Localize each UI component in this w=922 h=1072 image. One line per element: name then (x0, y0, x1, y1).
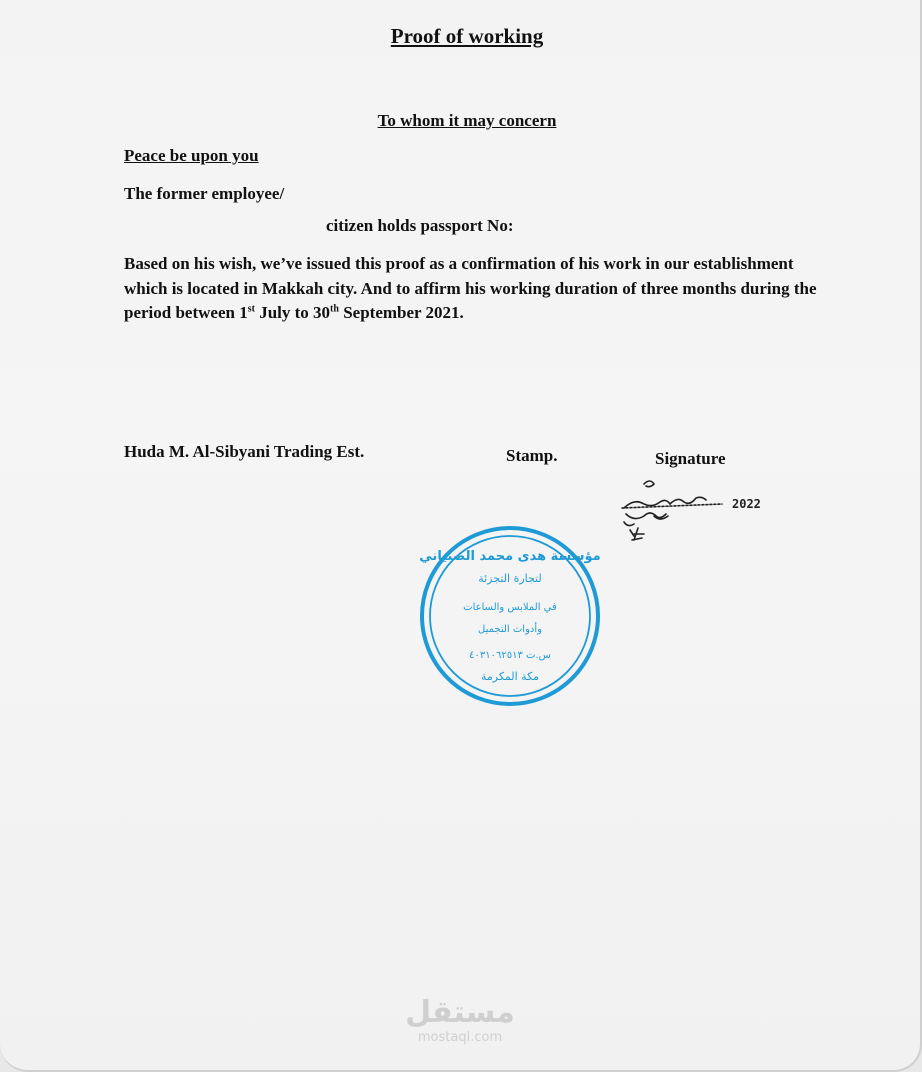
stamp-label: Stamp. (506, 446, 558, 465)
signature-year: 2022 (732, 497, 761, 511)
stamp-line-2: لتجارة التجزئة (478, 572, 542, 585)
handwritten-signature (614, 474, 789, 549)
body-paragraph (124, 252, 824, 326)
body-superscript-1: st (247, 303, 255, 315)
passport-line: citizen holds passport No: (326, 216, 514, 235)
stamp-line-5: س.ت ٤٠٣١٠٦٢٥١٣ (469, 650, 551, 661)
watermark-latin: mostaql.com (417, 1030, 503, 1045)
signature-label: Signature (655, 449, 726, 468)
watermark-arabic: مستقل (405, 995, 515, 1030)
stamp-line-6: مكة المكرمة (480, 670, 540, 683)
greeting: Peace be upon you (124, 146, 259, 165)
stamp-line-3: في الملابس والساعات (463, 602, 557, 613)
mostaql-watermark (400, 996, 520, 1052)
company-name: Huda M. Al-Sibyani Trading Est. (124, 442, 365, 461)
salutation-header: To whom it may concern (377, 111, 557, 130)
body-superscript-2: th (330, 303, 339, 315)
stamp-line-4: وأدوات التجميل (478, 624, 542, 635)
stamp-line-1: مؤسسة هدى محمد الصبياني (419, 549, 601, 564)
former-employee-line: The former employee/ (124, 184, 285, 203)
official-stamp (418, 524, 602, 708)
body-text-part3: September 2021. (338, 303, 464, 322)
body-text-part1: Based on his wish, we’ve issued this proof as a confirmation of his work in our establishment which is located in Makkah city. And to affirm his working duration of three months during the period between 1 (124, 254, 817, 322)
document-title: Proof of working (390, 24, 544, 48)
body-text-part2: July to 30 (254, 303, 331, 322)
